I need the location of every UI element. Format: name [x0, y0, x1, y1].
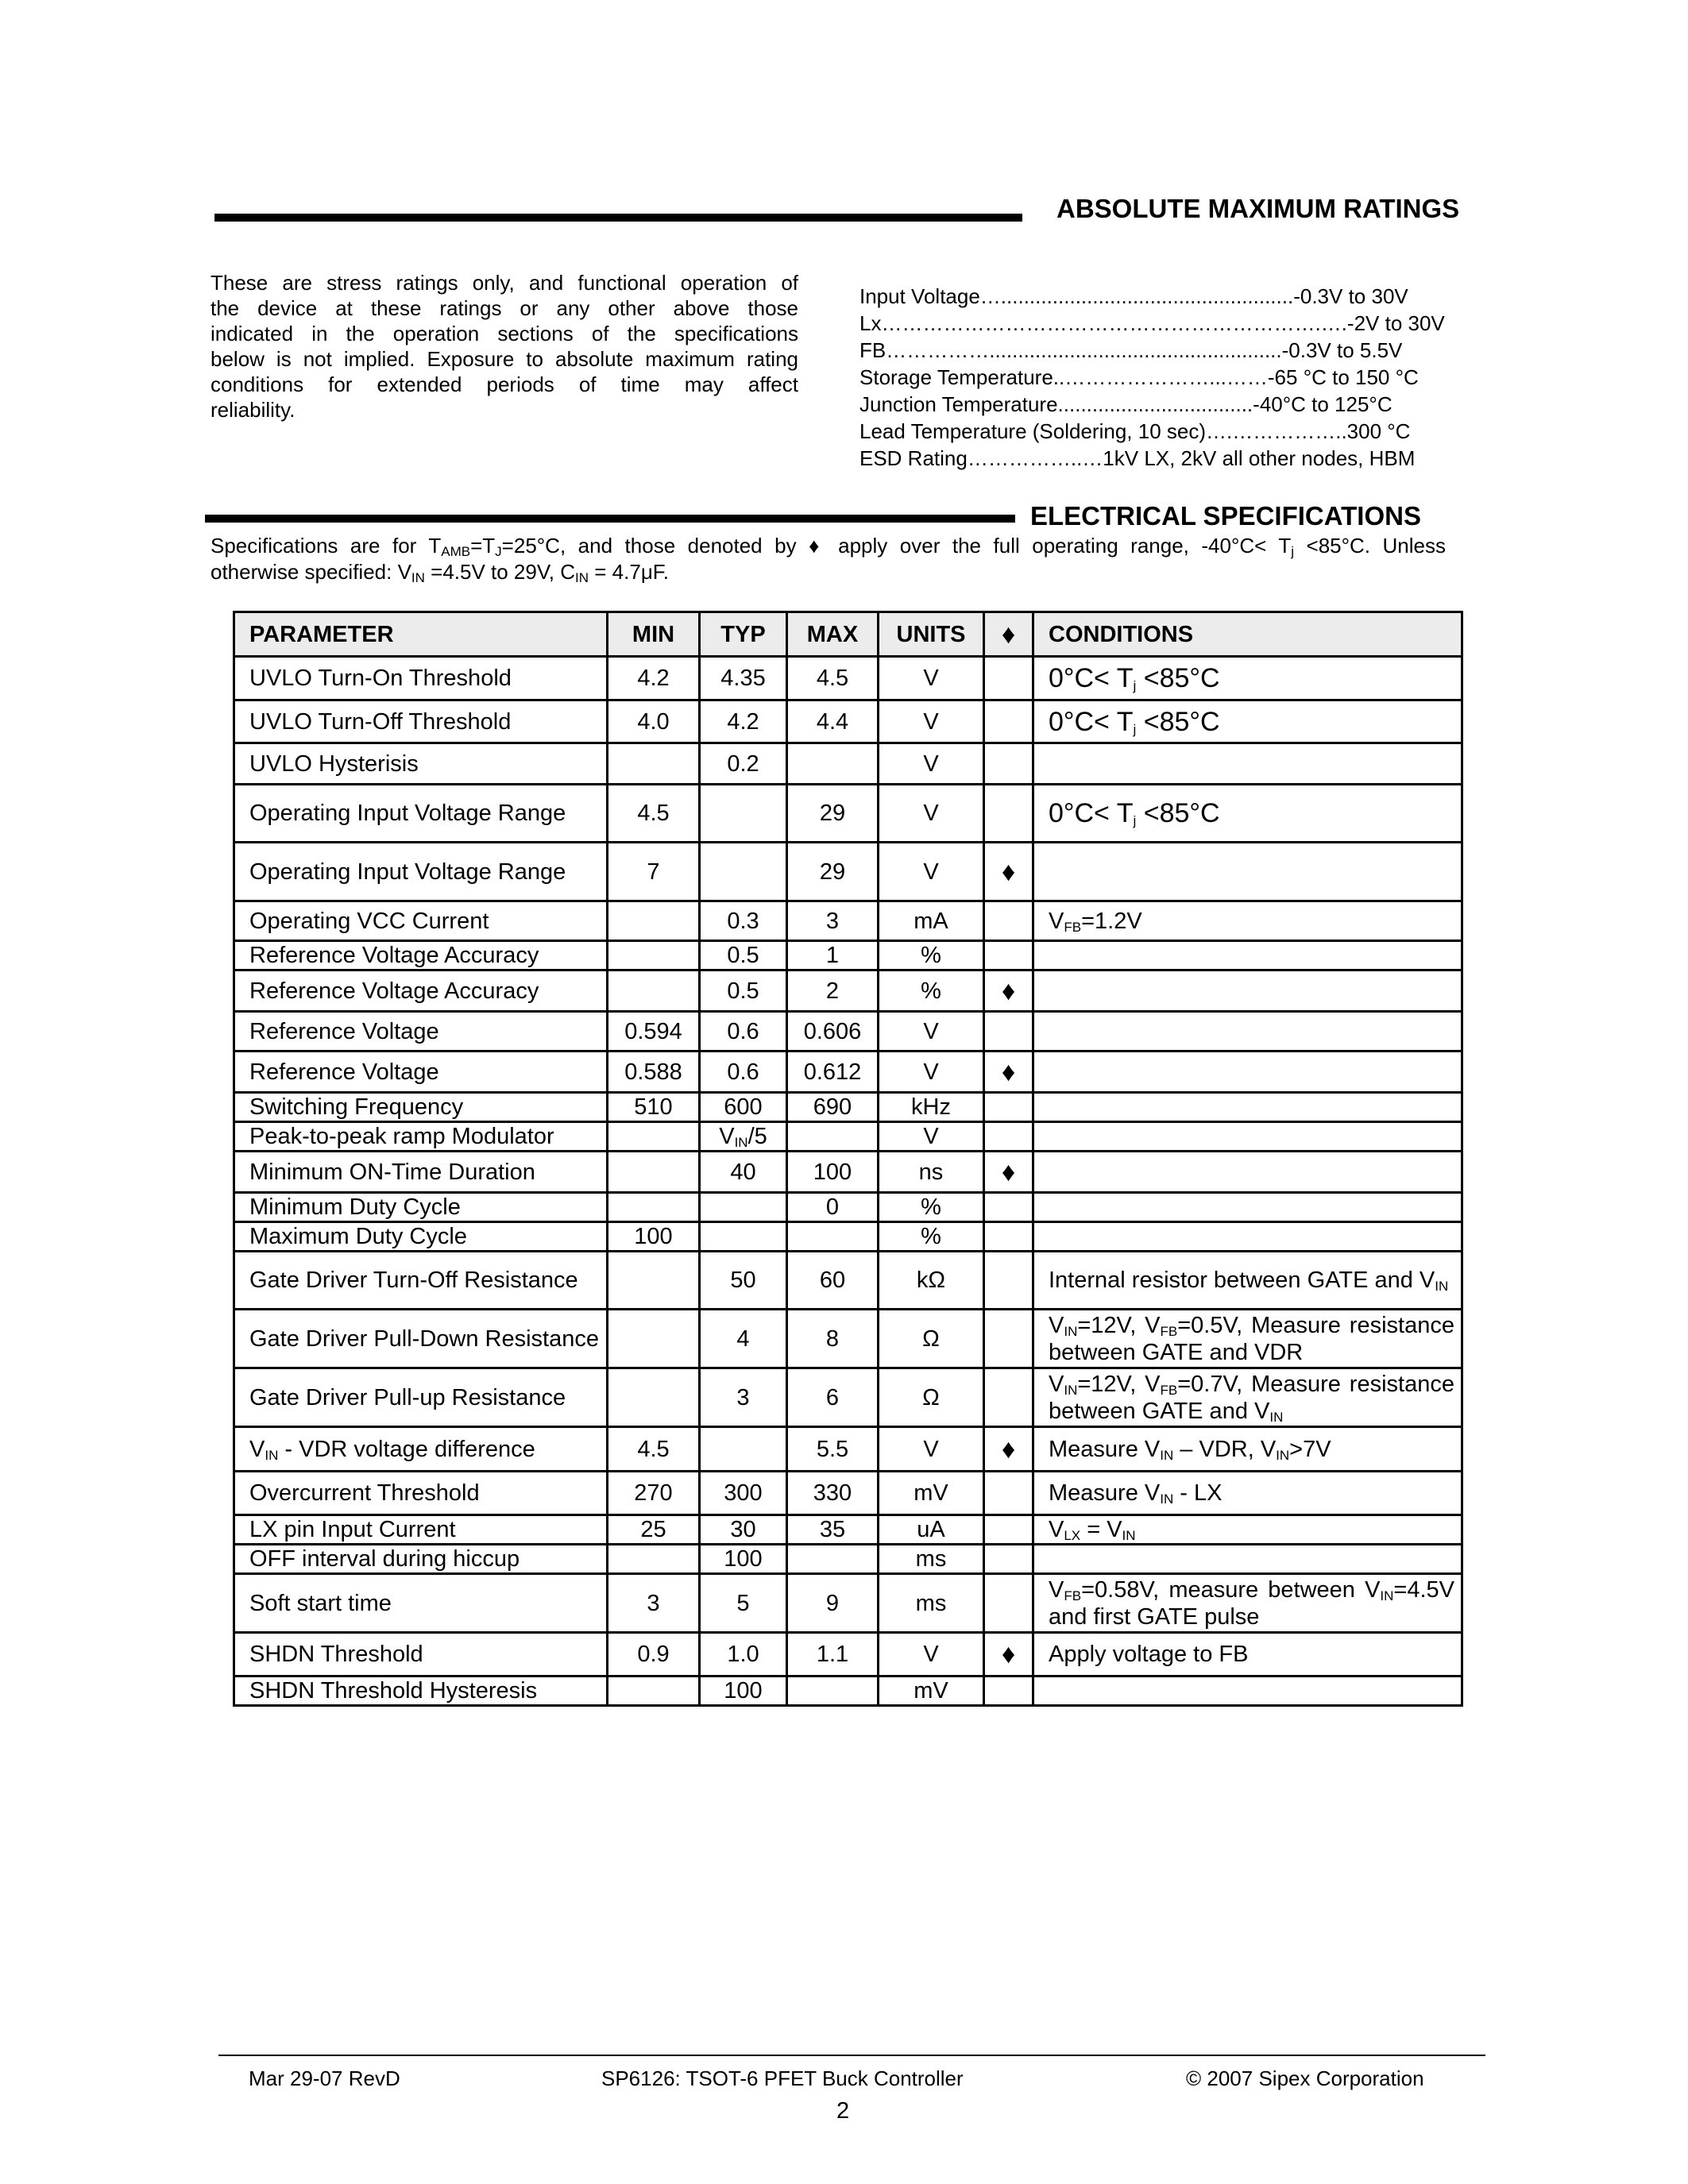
table-row: [234, 1545, 1462, 1574]
cell-parameter: UVLO Turn-Off Threshold: [234, 700, 608, 743]
table-row: [234, 843, 1462, 901]
cell-parameter: OFF interval during hiccup: [234, 1545, 608, 1574]
cell-conditions: [1033, 970, 1462, 1012]
cell-diamond: ♦: [984, 843, 1033, 901]
table-row: [234, 1574, 1462, 1633]
cell-diamond: [984, 1122, 1033, 1152]
cell-units: kΩ: [879, 1252, 984, 1310]
cell-parameter: Reference Voltage: [234, 1051, 608, 1093]
cell-parameter: Switching Frequency: [234, 1093, 608, 1122]
cell-conditions: [1033, 1012, 1462, 1051]
cell-typ: 100: [700, 1545, 787, 1574]
cell-conditions: $V_{FB}=1.2V$: [1033, 901, 1462, 941]
cell-units: mV: [879, 1677, 984, 1706]
table-row: [234, 657, 1462, 700]
electrical-intro-line-1: Specifications are for $T_{AMB}=T_J=25^\circ C$, and those denoted by ♦ apply over the full operating range, $-40^\circ C< T_j <85^\circ C$. Unless: [211, 534, 1447, 559]
cell-parameter: Reference Voltage Accuracy: [234, 941, 608, 970]
cell-diamond: ♦: [984, 1633, 1033, 1677]
cell-diamond: [984, 1193, 1033, 1222]
table-row: [234, 1633, 1462, 1677]
table-row: [234, 700, 1462, 743]
cell-typ: 40: [700, 1152, 787, 1193]
intro-line: conditions for extended periods of time may affect: [211, 372, 798, 396]
cell-units: %: [879, 1193, 984, 1222]
cell-parameter: Operating VCC Current: [234, 901, 608, 941]
rating-storage-temperature: Storage Temperature..…………………...……-65 °C to 150 °C: [859, 365, 1419, 389]
rating-fb: FB……………...................................................-0.3V to 5.5V: [859, 338, 1403, 362]
cell-conditions: $V_{LX} = V_{IN}$: [1033, 1515, 1462, 1545]
cell-typ: 100: [700, 1677, 787, 1706]
cell-max: 690: [787, 1093, 879, 1122]
table-row: [234, 1368, 1462, 1427]
cell-max: 2: [787, 970, 879, 1012]
cell-parameter: Overcurrent Threshold: [234, 1472, 608, 1515]
cell-units: mV: [879, 1472, 984, 1515]
cell-conditions: [1033, 1677, 1462, 1706]
cell-max: [787, 1122, 879, 1152]
cell-diamond: [984, 700, 1033, 743]
cell-diamond: [984, 1368, 1033, 1427]
cell-max: [787, 743, 879, 785]
cell-parameter: Gate Driver Turn-Off Resistance: [234, 1252, 608, 1310]
cell-typ: 0.5: [700, 941, 787, 970]
intro-line: below is not implied. Exposure to absolute maximum rating: [211, 347, 798, 371]
absolute-max-ratings-list: [859, 283, 1447, 472]
cell-max: 5.5: [787, 1427, 879, 1472]
cell-conditions: [1033, 1152, 1462, 1193]
cell-typ: 1.0: [700, 1633, 787, 1677]
cell-parameter: Soft start time: [234, 1574, 608, 1633]
spec-table-body: [234, 657, 1462, 1706]
cell-diamond: ♦: [984, 1152, 1033, 1193]
cell-units: Ω: [879, 1310, 984, 1368]
cell-min: [608, 970, 700, 1012]
cell-conditions: [1033, 1122, 1462, 1152]
cell-min: [608, 941, 700, 970]
cell-diamond: ♦: [984, 1427, 1033, 1472]
cell-units: V: [879, 1633, 984, 1677]
cell-diamond: [984, 1574, 1033, 1633]
cell-conditions: $V_{FB}=0.58V$, measure between $V_{IN}=4.5V$ and first GATE pulse: [1033, 1574, 1462, 1633]
cell-min: 270: [608, 1472, 700, 1515]
cell-typ: 50: [700, 1252, 787, 1310]
cell-max: 9: [787, 1574, 879, 1633]
cell-typ: 300: [700, 1472, 787, 1515]
cell-typ: [700, 843, 787, 901]
cell-typ: 0.6: [700, 1012, 787, 1051]
cell-units: ms: [879, 1545, 984, 1574]
electrical-intro-line-2: otherwise specified: $V_{IN} =4.5V$ to 29V, $C_{IN} = 4.7\mu F$.: [211, 560, 670, 585]
header-min: MIN: [608, 612, 700, 657]
cell-max: 6: [787, 1368, 879, 1427]
cell-diamond: [984, 1093, 1033, 1122]
cell-conditions: [1033, 843, 1462, 901]
header-units: UNITS: [879, 612, 984, 657]
cell-typ: 5: [700, 1574, 787, 1633]
cell-units: kHz: [879, 1093, 984, 1122]
cell-min: 25: [608, 1515, 700, 1545]
intro-line: reliability.: [211, 398, 295, 422]
cell-conditions: [1033, 1093, 1462, 1122]
cell-units: %: [879, 970, 984, 1012]
cell-conditions: [1033, 941, 1462, 970]
header-parameter: PARAMETER: [234, 612, 608, 657]
cell-parameter: LX pin Input Current: [234, 1515, 608, 1545]
cell-min: 3: [608, 1574, 700, 1633]
cell-min: 7: [608, 843, 700, 901]
table-row: [234, 1252, 1462, 1310]
table-row: [234, 1310, 1462, 1368]
cell-min: 4.5: [608, 785, 700, 843]
table-row: [234, 1515, 1462, 1545]
cell-diamond: [984, 1545, 1033, 1574]
cell-parameter: Peak-to-peak ramp Modulator: [234, 1122, 608, 1152]
cell-min: 0.9: [608, 1633, 700, 1677]
table-row: [234, 970, 1462, 1012]
cell-units: V: [879, 700, 984, 743]
intro-line: the device at these ratings or any other above those: [211, 296, 798, 320]
cell-parameter: SHDN Threshold Hysteresis: [234, 1677, 608, 1706]
cell-max: 1: [787, 941, 879, 970]
cell-diamond: [984, 901, 1033, 941]
cell-parameter: SHDN Threshold: [234, 1633, 608, 1677]
cell-parameter: Maximum Duty Cycle: [234, 1222, 608, 1252]
cell-typ: 0.6: [700, 1051, 787, 1093]
cell-conditions: [1033, 1193, 1462, 1222]
cell-max: 8: [787, 1310, 879, 1368]
cell-conditions: [1033, 1545, 1462, 1574]
cell-typ: 30: [700, 1515, 787, 1545]
cell-units: V: [879, 1122, 984, 1152]
table-row: [234, 1193, 1462, 1222]
cell-min: 4.5: [608, 1427, 700, 1472]
cell-conditions: $V_{IN}=12V$, $V_{FB}=0.5V$, Measure resistance between GATE and VDR: [1033, 1310, 1462, 1368]
cell-min: [608, 1310, 700, 1368]
rating-junction-temperature: Junction Temperature..................................-40°C to 125°C: [859, 392, 1393, 416]
cell-conditions: Measure $V_{IN}$ - LX: [1033, 1472, 1462, 1515]
cell-parameter: Gate Driver Pull-up Resistance: [234, 1368, 608, 1427]
cell-parameter: Operating Input Voltage Range: [234, 785, 608, 843]
cell-typ: $V_{IN}/5$: [700, 1122, 787, 1152]
cell-min: [608, 901, 700, 941]
cell-max: 4.5: [787, 657, 879, 700]
rating-lead-temperature: Lead Temperature (Soldering, 10 sec)….……………..300 °C: [859, 419, 1411, 443]
cell-parameter: $V_{IN}$ - VDR voltage difference: [234, 1427, 608, 1472]
rating-lx: Lx……………………………………………………….….-2V to 30V: [859, 311, 1445, 335]
cell-parameter: Minimum ON-Time Duration: [234, 1152, 608, 1193]
cell-typ: [700, 785, 787, 843]
section-title-absolute-max: ABSOLUTE MAXIMUM RATINGS: [1056, 194, 1460, 223]
cell-parameter: Gate Driver Pull-Down Resistance: [234, 1310, 608, 1368]
cell-diamond: [984, 1677, 1033, 1706]
rating-esd: ESD Rating……………..…1kV LX, 2kV all other nodes, HBM: [859, 446, 1416, 470]
cell-max: 1.1: [787, 1633, 879, 1677]
cell-min: 4.2: [608, 657, 700, 700]
cell-units: V: [879, 1012, 984, 1051]
absolute-max-intro: [211, 270, 798, 423]
cell-min: 100: [608, 1222, 700, 1252]
page-number: 2: [836, 2098, 850, 2124]
section-rule-absolute-max: [214, 214, 1022, 222]
cell-units: mA: [879, 901, 984, 941]
header-conditions: CONDITIONS: [1033, 612, 1462, 657]
cell-units: V: [879, 1051, 984, 1093]
cell-min: [608, 1368, 700, 1427]
cell-units: V: [879, 743, 984, 785]
table-row: [234, 1012, 1462, 1051]
cell-typ: 0.5: [700, 970, 787, 1012]
cell-diamond: [984, 1515, 1033, 1545]
cell-max: 29: [787, 843, 879, 901]
cell-min: [608, 1193, 700, 1222]
cell-units: V: [879, 657, 984, 700]
cell-diamond: [984, 657, 1033, 700]
cell-conditions: [1033, 743, 1462, 785]
cell-min: [608, 1545, 700, 1574]
cell-min: [608, 743, 700, 785]
cell-diamond: [984, 1252, 1033, 1310]
cell-typ: [700, 1193, 787, 1222]
cell-typ: 4: [700, 1310, 787, 1368]
cell-max: 29: [787, 785, 879, 843]
electrical-intro: [211, 533, 1446, 585]
cell-min: [608, 1677, 700, 1706]
section-title-electrical: ELECTRICAL SPECIFICATIONS: [1030, 501, 1421, 531]
table-row: [234, 1472, 1462, 1515]
header-diamond-icon: ♦: [984, 612, 1033, 657]
cell-diamond: ♦: [984, 970, 1033, 1012]
cell-units: V: [879, 1427, 984, 1472]
table-row: [234, 1152, 1462, 1193]
cell-typ: [700, 1427, 787, 1472]
cell-min: 0.588: [608, 1051, 700, 1093]
cell-diamond: [984, 1012, 1033, 1051]
cell-parameter: Operating Input Voltage Range: [234, 843, 608, 901]
cell-parameter: UVLO Hysterisis: [234, 743, 608, 785]
cell-units: uA: [879, 1515, 984, 1545]
cell-conditions: [1033, 1051, 1462, 1093]
cell-conditions: [1033, 1222, 1462, 1252]
cell-min: [608, 1252, 700, 1310]
cell-diamond: [984, 1310, 1033, 1368]
cell-max: [787, 1545, 879, 1574]
table-row: [234, 1222, 1462, 1252]
header-max: MAX: [787, 612, 879, 657]
footer-copyright: © 2007 Sipex Corporation: [1186, 2066, 1424, 2090]
footer-product: SP6126: TSOT-6 PFET Buck Controller: [601, 2066, 964, 2090]
cell-parameter: Reference Voltage: [234, 1012, 608, 1051]
cell-max: 60: [787, 1252, 879, 1310]
footer-date: Mar 29-07 RevD: [249, 2066, 400, 2090]
cell-diamond: [984, 785, 1033, 843]
cell-max: 3: [787, 901, 879, 941]
cell-max: 0.606: [787, 1012, 879, 1051]
cell-units: %: [879, 1222, 984, 1252]
cell-typ: 4.35: [700, 657, 787, 700]
cell-typ: [700, 1222, 787, 1252]
table-row: [234, 901, 1462, 941]
cell-units: ns: [879, 1152, 984, 1193]
cell-max: 100: [787, 1152, 879, 1193]
table-row: [234, 1677, 1462, 1706]
section-rule-electrical: [205, 515, 1015, 523]
cell-conditions: Measure $V_{IN}$ – VDR, $V_{IN}>7V$: [1033, 1427, 1462, 1472]
cell-diamond: [984, 743, 1033, 785]
intro-line: indicated in the operation sections of the specifications: [211, 322, 798, 345]
cell-max: 0.612: [787, 1051, 879, 1093]
cell-units: Ω: [879, 1368, 984, 1427]
cell-units: V: [879, 843, 984, 901]
cell-min: 4.0: [608, 700, 700, 743]
cell-diamond: [984, 941, 1033, 970]
cell-diamond: [984, 1472, 1033, 1515]
cell-max: [787, 1677, 879, 1706]
table-row: [234, 1093, 1462, 1122]
rating-input-voltage: Input Voltage…...................................................-0.3V to 30V: [859, 284, 1408, 308]
cell-typ: 600: [700, 1093, 787, 1122]
cell-conditions: $0^\circ C< T_j <85^\circ C$: [1033, 700, 1462, 743]
cell-max: 0: [787, 1193, 879, 1222]
cell-max: 330: [787, 1472, 879, 1515]
cell-max: 4.4: [787, 700, 879, 743]
cell-typ: 0.3: [700, 901, 787, 941]
cell-units: ms: [879, 1574, 984, 1633]
cell-typ: 0.2: [700, 743, 787, 785]
cell-conditions: $0^\circ C< T_j <85^\circ C$: [1033, 657, 1462, 700]
cell-parameter: Minimum Duty Cycle: [234, 1193, 608, 1222]
table-row: [234, 1122, 1462, 1152]
cell-max: 35: [787, 1515, 879, 1545]
cell-parameter: Reference Voltage Accuracy: [234, 970, 608, 1012]
table-row: [234, 1427, 1462, 1472]
cell-max: [787, 1222, 879, 1252]
table-row: [234, 785, 1462, 843]
cell-min: 0.594: [608, 1012, 700, 1051]
electrical-spec-table: [233, 611, 1463, 1707]
cell-diamond: [984, 1222, 1033, 1252]
header-typ: TYP: [700, 612, 787, 657]
cell-units: %: [879, 941, 984, 970]
cell-typ: 4.2: [700, 700, 787, 743]
table-row: [234, 743, 1462, 785]
cell-min: [608, 1152, 700, 1193]
table-row: [234, 941, 1462, 970]
cell-diamond: ♦: [984, 1051, 1033, 1093]
cell-typ: 3: [700, 1368, 787, 1427]
cell-conditions: Apply voltage to FB: [1033, 1633, 1462, 1677]
table-row: [234, 1051, 1462, 1093]
cell-min: 510: [608, 1093, 700, 1122]
cell-conditions: $V_{IN}=12V$, $V_{FB}=0.7V$, Measure resistance between GATE and $V_{IN}$: [1033, 1368, 1462, 1427]
footer-rule: [218, 2055, 1485, 2056]
cell-conditions: $0^\circ C< T_j <85^\circ C$: [1033, 785, 1462, 843]
cell-min: [608, 1122, 700, 1152]
cell-units: V: [879, 785, 984, 843]
intro-line: These are stress ratings only, and functional operation of: [211, 271, 798, 295]
cell-parameter: UVLO Turn-On Threshold: [234, 657, 608, 700]
cell-conditions: Internal resistor between GATE and $V_{IN}$: [1033, 1252, 1462, 1310]
